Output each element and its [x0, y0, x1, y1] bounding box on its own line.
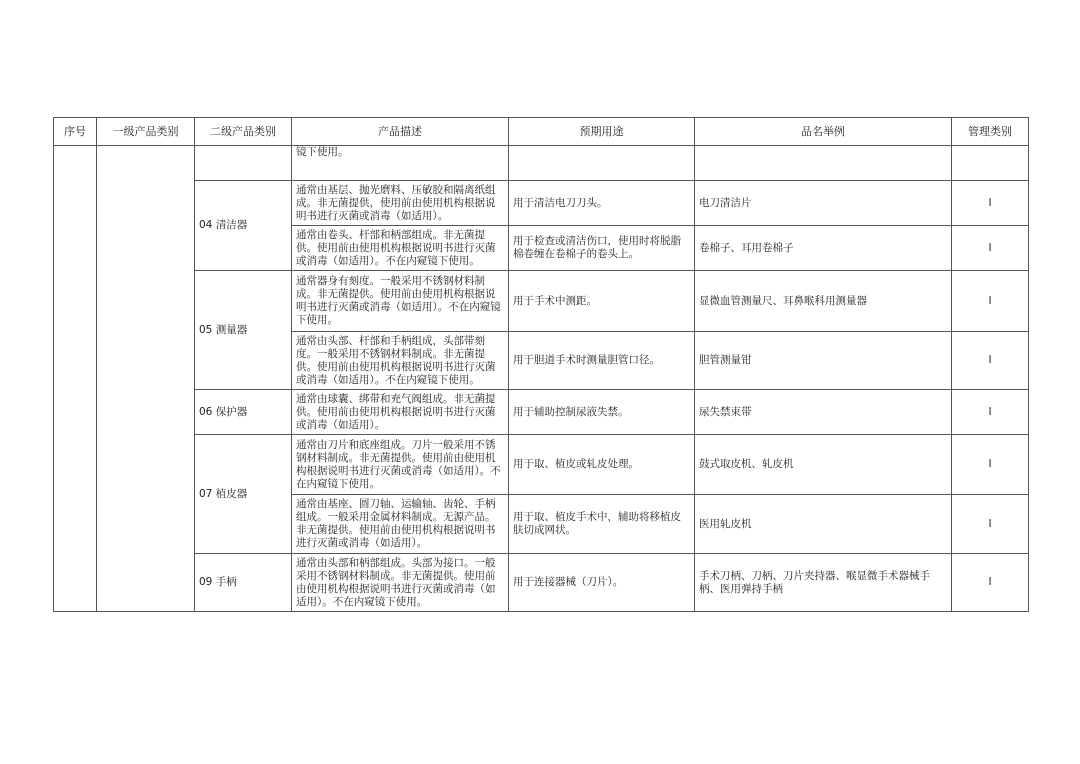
- example-cell: [695, 146, 952, 181]
- header-level2-category: 二级产品类别: [195, 118, 292, 146]
- example-cell: 尿失禁束带: [695, 390, 952, 435]
- class-cell: I: [952, 390, 1029, 435]
- level1-category-cell: [97, 146, 195, 612]
- subcategory-cell: 04 清洁器: [195, 181, 292, 271]
- header-product-description: 产品描述: [292, 118, 509, 146]
- table-row: [54, 271, 1029, 332]
- example-cell: 鼓式取皮机、轧皮机: [695, 435, 952, 495]
- use-cell: 用于清洁电刀刀头。: [509, 181, 695, 226]
- header-product-examples: 品名举例: [695, 118, 952, 146]
- header-management-class: 管理类别: [952, 118, 1029, 146]
- use-cell: 用于辅助控制尿液失禁。: [509, 390, 695, 435]
- description-cell: 通常由基座、圆刀轴、运输轴、齿轮、手柄组成。一般采用金属材料制成。无源产品。非无菌提供。使用前由使用机构根据说明书进行灭菌或消毒（如适用）。: [292, 495, 509, 554]
- product-classification-table: [53, 117, 1029, 612]
- description-cell: 通常由基层、抛光磨料、压敏胶和隔离纸组成。非无菌提供，使用前由使用机构根据说明书进行灭菌或消毒（如适用）。: [292, 181, 509, 226]
- table-row: [54, 146, 1029, 181]
- class-cell: I: [952, 226, 1029, 271]
- header-index: 序号: [54, 118, 97, 146]
- description-cell: 通常由头部、杆部和手柄组成，头部带刻度。一般采用不锈钢材料制成。非无菌提供。使用前由使用机构根据说明书进行灭菌或消毒（如适用）。不在内窥镜下使用。: [292, 332, 509, 390]
- class-cell: I: [952, 181, 1029, 226]
- table-row: [54, 435, 1029, 495]
- use-cell: 用于胆道手术时测量胆管口径。: [509, 332, 695, 390]
- subcategory-cell: [195, 146, 292, 181]
- example-cell: 手术刀柄、刀柄、刀片夹持器、喉显微手术器械手柄、医用弹持手柄: [695, 554, 952, 612]
- class-cell: I: [952, 435, 1029, 495]
- example-cell: 显微血管测量尺、耳鼻喉科用测量器: [695, 271, 952, 332]
- class-cell: [952, 146, 1029, 181]
- description-cell: 通常由头部和柄部组成。头部为接口。一般采用不锈钢材料制成。非无菌提供。使用前由使用机构根据说明书进行灭菌或消毒（如适用）。不在内窥镜下使用。: [292, 554, 509, 612]
- description-cell: 通常由球囊、绑带和充气阀组成。非无菌提供。使用前由使用机构根据说明书进行灭菌或消毒（如适用）。: [292, 390, 509, 435]
- use-cell: 用于手术中测距。: [509, 271, 695, 332]
- class-cell: I: [952, 332, 1029, 390]
- class-cell: I: [952, 554, 1029, 612]
- example-cell: 卷棉子、耳用卷棉子: [695, 226, 952, 271]
- header-level1-category: 一级产品类别: [97, 118, 195, 146]
- description-cell: 通常由卷头、杆部和柄部组成。非无菌提供。使用前由使用机构根据说明书进行灭菌或消毒（如适用）。不在内窥镜下使用。: [292, 226, 509, 271]
- example-cell: 医用轧皮机: [695, 495, 952, 554]
- use-cell: 用于检查或清洁伤口，使用时将脱脂棉卷缠在卷棉子的卷头上。: [509, 226, 695, 271]
- description-cell: 镜下使用。: [292, 146, 509, 181]
- subcategory-cell: 06 保护器: [195, 390, 292, 435]
- subcategory-cell: 07 植皮器: [195, 435, 292, 554]
- use-cell: [509, 146, 695, 181]
- header-row: [54, 118, 1029, 146]
- description-cell: 通常器身有刻度。一般采用不锈钢材料制成。非无菌提供。使用前由使用机构根据说明书进行灭菌或消毒（如适用）。不在内窥镜下使用。: [292, 271, 509, 332]
- class-cell: I: [952, 495, 1029, 554]
- use-cell: 用于连接器械（刀片）。: [509, 554, 695, 612]
- table-row: [54, 554, 1029, 612]
- subcategory-cell: 09 手柄: [195, 554, 292, 612]
- use-cell: 用于取、植皮或轧皮处理。: [509, 435, 695, 495]
- example-cell: 电刀清洁片: [695, 181, 952, 226]
- example-cell: 胆管测量钳: [695, 332, 952, 390]
- index-cell: [54, 146, 97, 612]
- class-cell: I: [952, 271, 1029, 332]
- subcategory-cell: 05 测量器: [195, 271, 292, 390]
- header-intended-use: 预期用途: [509, 118, 695, 146]
- table-row: [54, 390, 1029, 435]
- table-row: [54, 181, 1029, 226]
- use-cell: 用于取、植皮手术中，辅助将移植皮肤切成网状。: [509, 495, 695, 554]
- description-cell: 通常由刀片和底座组成。刀片一般采用不锈钢材料制成。非无菌提供。使用前由使用机构根据说明书进行灭菌或消毒（如适用）。不在内窥镜下使用。: [292, 435, 509, 495]
